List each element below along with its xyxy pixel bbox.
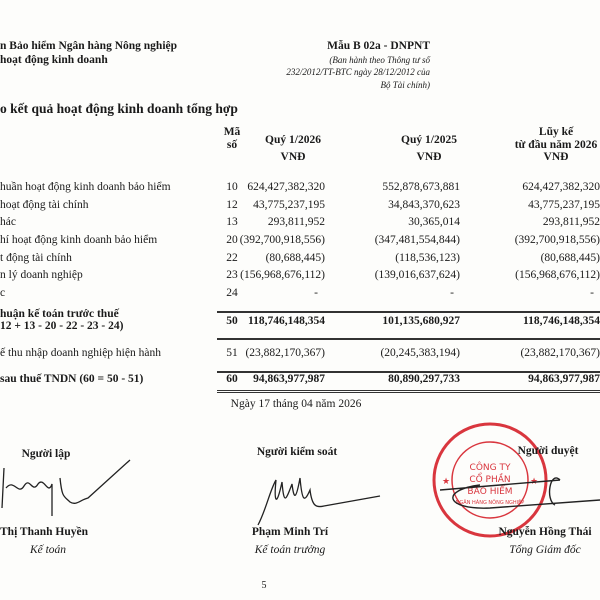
- svg-text:★: ★: [530, 476, 539, 486]
- row-q1-2026: 293,811,952: [267, 216, 325, 228]
- page-number: 5: [261, 580, 267, 591]
- table-row: [0, 269, 600, 285]
- divider: [217, 311, 600, 313]
- col-q1-2025-currency: VNĐ: [416, 151, 442, 163]
- row-code: 20: [226, 234, 238, 246]
- row-code: 10: [226, 181, 238, 193]
- col-ytd-currency: VNĐ: [543, 151, 569, 163]
- preparer-name: Thị Thanh Huyền: [0, 526, 89, 538]
- row-label: huần hoạt động kinh doanh bảo hiểm: [0, 181, 171, 193]
- row-ytd: 293,811,952: [542, 216, 600, 228]
- svg-text:NGÂN HÀNG NÔNG NGHIỆP: NGÂN HÀNG NÔNG NGHIỆP: [455, 500, 525, 506]
- report-title: o kết quả hoạt động kinh doanh tổng hợp: [0, 101, 238, 116]
- row-code: 23: [226, 269, 238, 281]
- table-row: [0, 181, 600, 197]
- table-row-profit-before-tax: [0, 315, 600, 331]
- row-q1-2026: (392,700,918,556): [239, 234, 325, 246]
- approver-name: Nguyễn Hồng Thái: [498, 526, 592, 538]
- row-q1-2025: (139,016,637,624): [374, 269, 460, 281]
- form-note-3: Bộ Tài chính): [380, 80, 430, 90]
- row-q1-2026: 624,427,382,320: [247, 181, 325, 193]
- row-code: 13: [226, 216, 238, 228]
- col-q1-2025: Quý 1/2025: [401, 134, 457, 146]
- row-ytd: (23,882,170,367): [520, 347, 600, 359]
- row-code: 22: [226, 252, 238, 264]
- row-ytd: (80,688,445): [540, 252, 600, 264]
- divider: [217, 338, 600, 340]
- controller-role: Người kiểm soát: [256, 446, 338, 458]
- preparer-title: Kế toán: [29, 544, 67, 556]
- controller-signature: [250, 470, 390, 530]
- svg-text:CỔ PHẦN: CỔ PHẦN: [469, 475, 511, 485]
- controller-name: Phạm Minh Trí: [251, 526, 329, 538]
- preparer-signature: [0, 458, 140, 520]
- row-q1-2025: 34,843,370,623: [388, 199, 460, 211]
- row-q1-2026: (80,688,445): [265, 252, 325, 264]
- row-ytd: 624,427,382,320: [522, 181, 600, 193]
- row-q1-2025: (347,481,554,844): [374, 234, 460, 246]
- row-q1-2025: (20,245,383,194): [380, 347, 460, 359]
- row-code: 50: [226, 315, 238, 327]
- table-row: [0, 252, 600, 268]
- divider: [217, 392, 600, 393]
- col-q1-2026-currency: VNĐ: [280, 151, 306, 163]
- row-q1-2025: (118,536,123): [395, 252, 460, 264]
- row-code: 51: [226, 347, 238, 359]
- divider: [217, 390, 600, 391]
- row-q1-2026: 118,746,148,354: [248, 315, 325, 327]
- row-label: c: [0, 287, 6, 299]
- col-ytd-1: Lũy kế: [538, 126, 574, 138]
- row-label: ế thu nhập doanh nghiệp hiện hành: [0, 347, 161, 359]
- row-q1-2025: 80,890,297,733: [388, 373, 460, 385]
- col-q1-2026: Quý 1/2026: [265, 134, 321, 146]
- table-row: [0, 199, 600, 215]
- row-label: hoạt động tài chính: [0, 199, 89, 211]
- row-ytd: 94,863,977,987: [528, 373, 600, 385]
- table-row: [0, 216, 600, 232]
- table-row: [0, 287, 600, 303]
- row-q1-2025: 30,365,014: [408, 216, 460, 228]
- approver-title: Tổng Giám đốc: [509, 544, 581, 556]
- row-ytd: (156,968,676,112): [515, 269, 600, 281]
- approver-signature: [440, 470, 600, 520]
- approver-role: Người duyệt: [517, 445, 579, 457]
- company-name: n Bảo hiểm Ngân hàng Nông nghiệp: [0, 40, 178, 52]
- row-code: 60: [226, 373, 238, 385]
- table-row-cit: [0, 347, 600, 363]
- pbt-label-1: huận kế toán trước thuế: [0, 308, 119, 320]
- preparer-role: Người lập: [21, 448, 71, 460]
- row-q1-2026: (23,882,170,367): [245, 347, 325, 359]
- row-ytd: (392,700,918,556): [514, 234, 600, 246]
- row-q1-2025: 101,135,680,927: [382, 315, 460, 327]
- svg-text:CÔNG TY: CÔNG TY: [469, 463, 511, 473]
- col-code-1: Mã: [223, 126, 241, 138]
- controller-title: Kế toán trưởng: [254, 544, 326, 556]
- row-code: 12: [226, 199, 238, 211]
- form-note-2: 232/2012/TT-BTC ngày 28/12/2012 của: [286, 67, 430, 77]
- row-q1-2026: 94,863,977,987: [253, 373, 325, 385]
- row-label: t động tài chính: [0, 252, 72, 264]
- form-note-1: (Ban hành theo Thông tư số: [329, 55, 430, 65]
- row-ytd: -: [590, 287, 594, 299]
- row-label: hí hoạt động kinh doanh bảo hiểm: [0, 234, 158, 246]
- svg-text:BẢO HIỂM: BẢO HIỂM: [467, 487, 513, 497]
- table-row: [0, 234, 600, 250]
- col-ytd-2: từ đầu năm 2026: [514, 139, 598, 151]
- row-label: hác: [0, 216, 16, 228]
- sign-date: Ngày 17 tháng 04 năm 2026: [230, 398, 362, 410]
- form-code: Mẫu B 02a - DNPNT: [327, 40, 430, 52]
- row-label: n lý doanh nghiệp: [0, 269, 83, 281]
- row-q1-2025: -: [450, 287, 454, 299]
- col-code-2: số: [226, 139, 238, 151]
- pbt-label-2: 12 + 13 - 20 - 22 - 23 - 24): [0, 320, 124, 332]
- report-subtitle: hoạt động kinh doanh: [0, 54, 108, 66]
- row-q1-2025: 552,878,673,881: [382, 181, 460, 193]
- row-code: 24: [226, 287, 238, 299]
- row-ytd: 118,746,148,354: [523, 315, 600, 327]
- row-q1-2026: (156,968,676,112): [240, 269, 325, 281]
- row-ytd: 43,775,237,195: [528, 199, 600, 211]
- row-q1-2026: -: [314, 287, 318, 299]
- table-row-profit-after-tax: [0, 373, 600, 389]
- svg-text:★: ★: [442, 476, 451, 486]
- row-q1-2026: 43,775,237,195: [253, 199, 325, 211]
- row-label: sau thuế TNDN (60 = 50 - 51): [0, 373, 144, 385]
